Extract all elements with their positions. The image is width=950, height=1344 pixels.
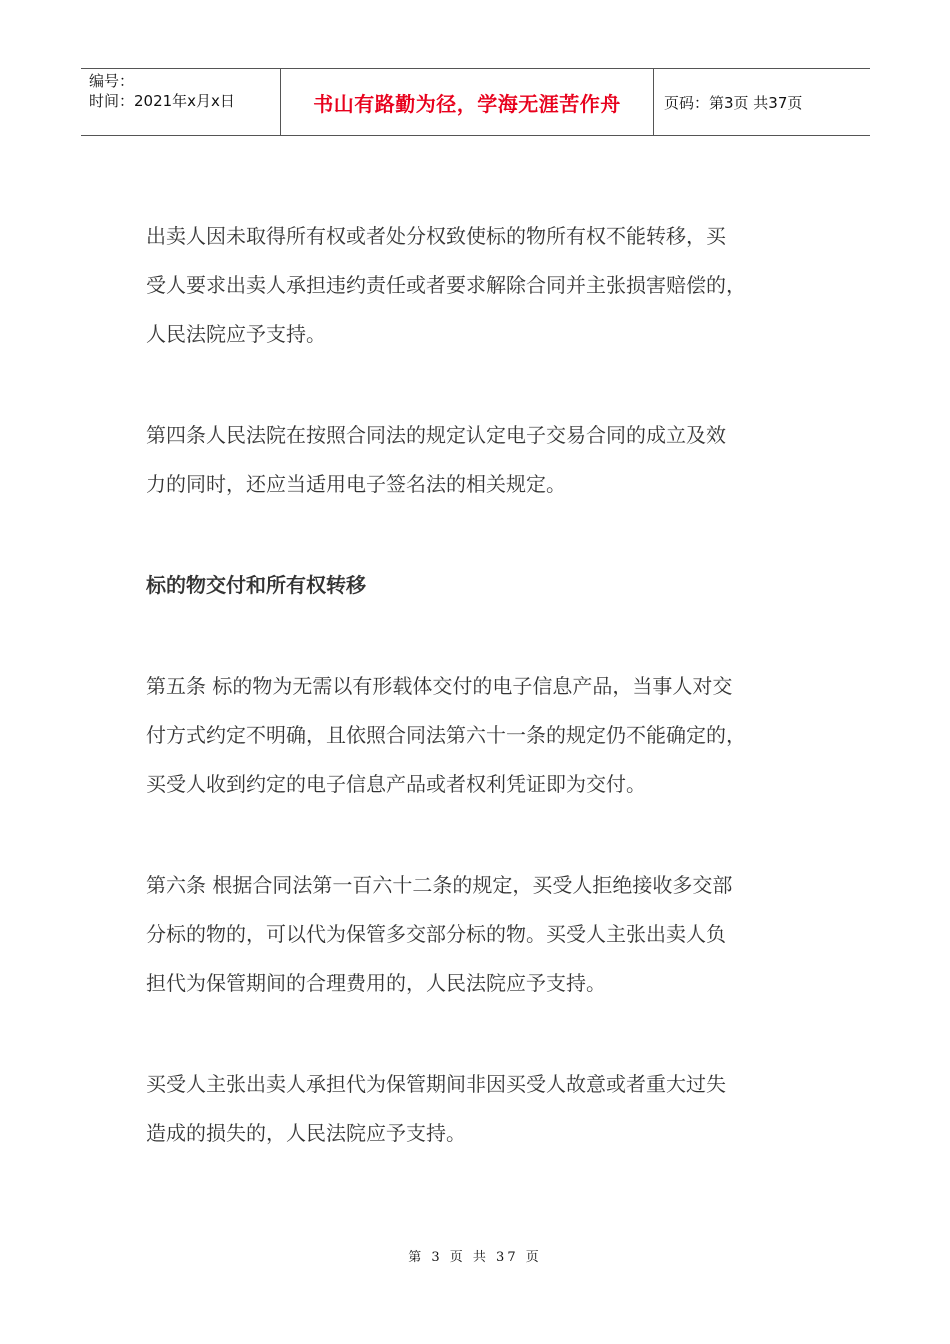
text-line: 买受人主张出卖人承担代为保管期间非因买受人故意或者重大过失 [146,1072,726,1096]
document-body [146,212,816,1158]
paragraph [146,1060,816,1158]
header-meta [81,69,281,135]
text-line: 买受人收到约定的电子信息产品或者权利凭证即为交付。 [146,772,646,796]
paragraph [146,662,816,809]
page-header [81,68,870,136]
paragraph [146,411,816,509]
text-line: 出卖人因未取得所有权或者处分权致使标的物所有权不能转移，买 [146,224,726,248]
text-line: 第六条 根据合同法第一百六十二条的规定，买受人拒绝接收多交部 [146,873,733,897]
text-line: 造成的损失的，人民法院应予支持。 [146,1121,466,1145]
document-date: 时间：2021年x月x日 [89,92,235,110]
section-heading [146,561,816,610]
document-number-label: 编号： [89,72,135,90]
text-line: 付方式约定不明确，且依照合同法第六十一条的规定仍不能确定的， [146,723,746,747]
text-line: 第四条人民法院在按照合同法的规定认定电子交易合同的成立及效 [146,423,726,447]
paragraph [146,861,816,1008]
text-line: 人民法院应予支持。 [146,322,326,346]
page-footer: 第 3 页 共 37 页 [408,1250,542,1265]
text-line: 担代为保管期间的合理费用的，人民法院应予支持。 [146,971,606,995]
header-motto: 书山有路勤为径，学海无涯苦作舟 [281,69,654,135]
text-line: 分标的物的，可以代为保管多交部分标的物。买受人主张出卖人负 [146,922,726,946]
text-line: 第五条 标的物为无需以有形载体交付的电子信息产品，当事人对交 [146,674,733,698]
header-page-info: 页码：第3页 共37页 [664,93,803,112]
text-line: 受人要求出卖人承担违约责任或者要求解除合同并主张损害赔偿的， [146,273,746,297]
heading-line: 标的物交付和所有权转移 [146,573,366,597]
paragraph [146,212,816,359]
text-line: 力的同时，还应当适用电子签名法的相关规定。 [146,472,566,496]
